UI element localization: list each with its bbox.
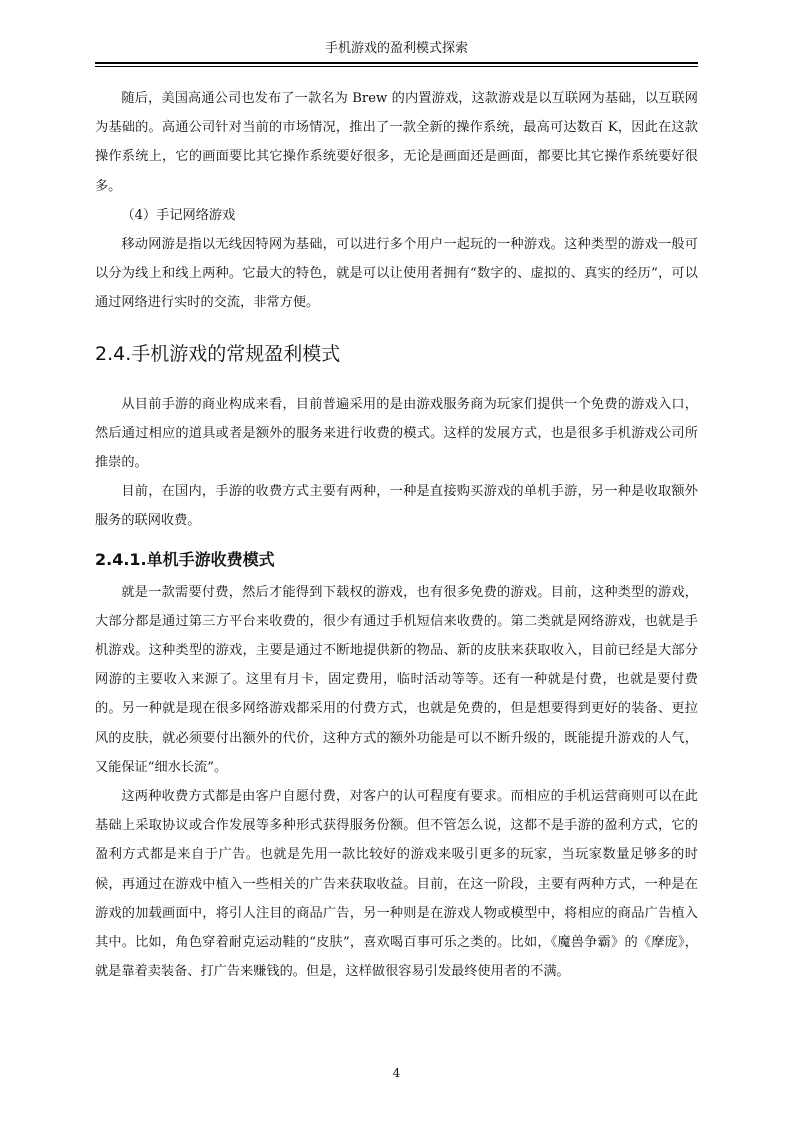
paragraph: 这两种收费方式都是由客户自愿付费，对客户的认可程度有要求。而相应的手机运营商则可以在此基础上采取协议或合作发展等多种形式获得服务份额。但不管怎么说，这都不是手游的盈利方式，它的盈利方式都是来自于广告。也就是先用一款比较好的游戏来吸引更多的玩家，当玩家数量足够多的时候，再通过在游戏中植入一些相关的广告来获取收益。目前，在这一阶段，主要有两种方式，一种是在游戏的加载画面中，将引人注目的商品广告，另一种则是在游戏人物或模型中，将相应的商品广告植入其中。比如，角色穿着耐克运动鞋的“皮肤”，喜欢喝百事可乐之类的。比如，《魔兽争霸》的《摩庞》，就是靠着卖装备、打广告来赚钱的。但是，这样做很容易引发最终使用者的不满。 [95, 789, 698, 980]
section-heading: 2.4.手机游戏的常规盈利模式 [95, 342, 341, 365]
header-rule-thin [95, 66, 698, 67]
list-item: （4）手记网络游戏 [121, 207, 236, 223]
header-rule [95, 62, 698, 64]
paragraph: 就是一款需要付费，然后才能得到下载权的游戏，也有很多免费的游戏。目前，这种类型的游戏，大部分都是通过第三方平台来收费的，很少有通过手机短信来收费的。第二类就是网络游戏，也就是手机游戏。这种类型的游戏，主要是通过不断地提供新的物品、新的皮肤来获取收入，目前已经是大部分网游的主要收入来源了。这里有月卡，固定费用，临时活动等等。还有一种就是付费，也就是要付费的。另一种就是现在很多网络游戏都采用的付费方式，也就是免费的，但是想要得到更好的装备、更拉风的皮肤，就必须要付出额外的代价，这种方式的额外功能是可以不断升级的，既能提升游戏的人气，又能保证“细水长流”。 [95, 584, 698, 775]
document-body [95, 84, 698, 986]
page-header: 手机游戏的盈利模式探索 [324, 41, 468, 56]
paragraph: 从目前手游的商业构成来看，目前普遍采用的是由游戏服务商为玩家们提供一个免费的游戏入口，然后通过相应的道具或者是额外的服务来进行收费的模式。这样的发展方式，也是很多手机游戏公司所推崇的。 [95, 396, 698, 471]
paragraph: 随后，美国高通公司也发布了一款名为 Brew 的内置游戏，这款游戏是以互联网为基础，以互联网为基础的。高通公司针对当前的市场情况，推出了一款全新的操作系统，最高可达数百 K，因此在这款操作系统上，它的画面要比其它操作系统要好很多，无论是画面还是画面，都要比其它操作系统要好很多。 [95, 91, 698, 194]
paragraph: 目前，在国内，手游的收费方式主要有两种，一种是直接购买游戏的单机手游，另一种是收取额外服务的联网收费。 [95, 484, 698, 529]
paragraph: 移动网游是指以无线因特网为基础，可以进行多个用户一起玩的一种游戏。这种类型的游戏一般可以分为线上和线上两种。它最大的特色，就是可以让使用者拥有“数字的、虚拟的、真实的经历”，可以通过网络进行实时的交流，非常方便。 [95, 237, 698, 311]
subsection-heading: 2.4.1.单机手游收费模式 [95, 549, 275, 569]
page-number: 4 [392, 1066, 401, 1080]
